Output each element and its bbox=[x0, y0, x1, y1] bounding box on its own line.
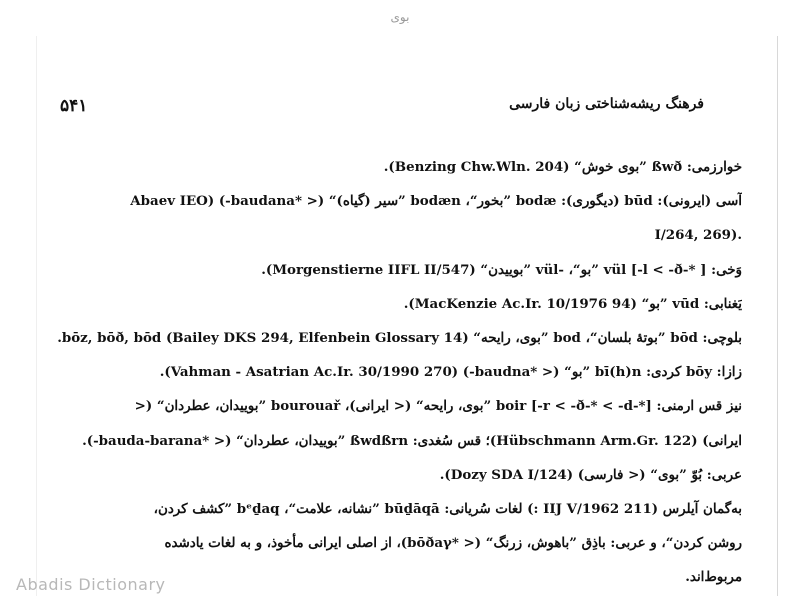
entry-line: عربی: بُوّ ”بوی“ (< فارسی) (Dozy SDA I/124). bbox=[439, 466, 742, 483]
entry-line: بلوچی: bōd ”بوتهٔ بلسان“، bod ”بوی، رایحه“ (Bailey DKS 294, Elfenbein Glossary 14) bōz, bōð, bōd. bbox=[57, 330, 742, 347]
page-edge-right bbox=[777, 36, 778, 596]
page-edge-left bbox=[36, 36, 37, 596]
entry-line: زازا: bōy کردی: bī(h)n ”بو“ (< *baudna-) (Vahman - Asatrian Ac.Ir. 30/1990 270). bbox=[159, 364, 742, 381]
entry-line: نیز قس ارمنی: boir [-r < -ð-* < -d-*] ”بوی، رایحه“ (< ایرانی)، bourouař ”بوییدان، عطردان“ (< bbox=[134, 398, 742, 415]
entry-line: به‌گمان آیلرس (IIJ V/1962 211 :) لغات سُریانی: būḏāqā ”نشانه، علامت“، bᵉḏaq ”کشف کردن، bbox=[153, 501, 742, 518]
entry-line: I/264, 269). bbox=[654, 227, 742, 244]
entry-line: یَغنابی: vūd ”بو“ (MacKenzie Ac.Ir. 10/1976 94). bbox=[403, 295, 742, 312]
entry-line: ایرانی) (Hübschmann Arm.Gr. 122)؛ قس سُغدی: ßwdßrn ”بوییدان، عطردان“ (< *bauda-barana-). bbox=[82, 432, 742, 449]
dictionary-entry-body bbox=[46, 150, 742, 595]
running-head: فرهنگ ریشه‌شناختی زبان فارسی bbox=[509, 96, 704, 112]
entry-line: آسی (ایرونی): būd (دیگوری): bodæ ”بخور“، bodæn ”سیر (گیاه)“ (< *baudana-) (Abaev IEO bbox=[130, 193, 742, 210]
watermark-logo: Abadis Dictionary bbox=[16, 575, 166, 594]
entry-line: وَخی: vül [-l < -ð-* ] ”بو“، -vül ”بوییدن“ (Morgenstierne IIFL II/547). bbox=[261, 261, 742, 278]
entry-line: روشن کردن“، و عربی: باذِق ”باهوش، زرنگ“ (< *bōðaγ)، از اصلی ایرانی مأخوذ، و به لغات یادشده bbox=[164, 535, 742, 552]
entry-line: خوارزمی: ßwð ”بوی خوش“ (Benzing Chw.Wln. 204). bbox=[383, 159, 742, 175]
page-number: ۵۴۱ bbox=[60, 96, 88, 116]
tab-title: بوی bbox=[390, 10, 410, 24]
entry-line: مربوط‌اند. bbox=[685, 569, 742, 586]
